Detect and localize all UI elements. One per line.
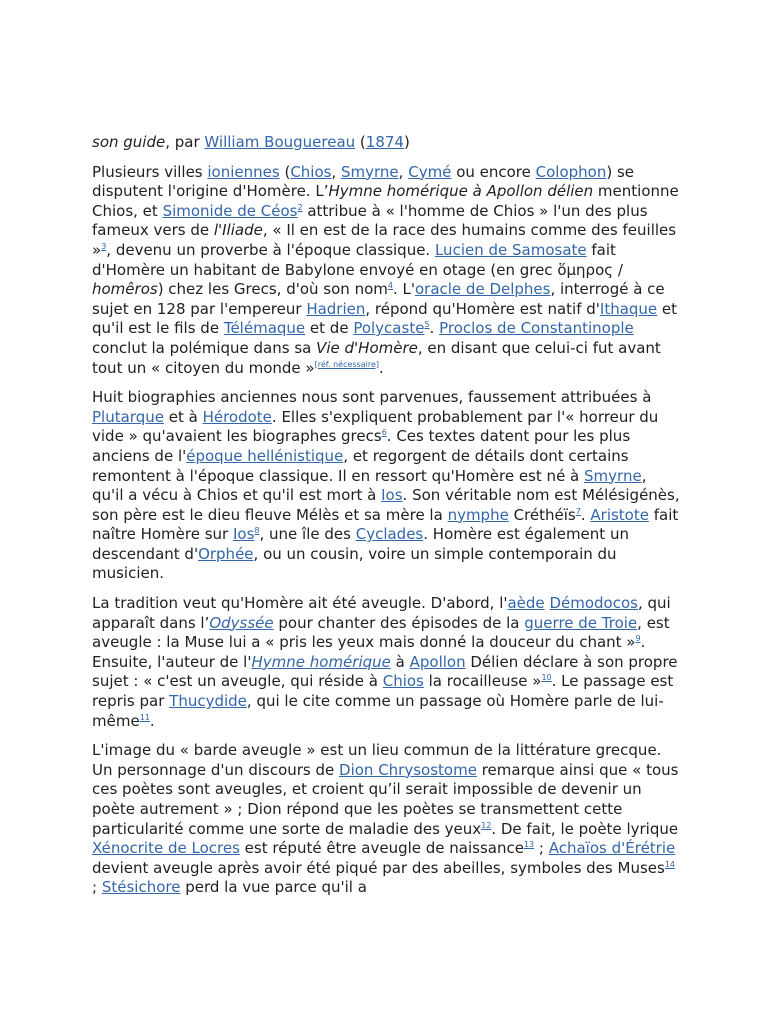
text-run: ( bbox=[279, 162, 291, 181]
text-run: et qu'il est le fils de bbox=[92, 299, 678, 338]
text-run: , interrogé à ce sujet en 128 par l'empereur bbox=[92, 280, 665, 318]
link-smyrne[interactable]: Smyrne bbox=[341, 162, 399, 181]
text-run: attribue à « l'homme de Chios » l'un des plus fameux vers de bbox=[92, 201, 648, 240]
text-run: L'image du « barde aveugle » est un lieu commun de la littérature grecque. Un personnage d'un discours de bbox=[92, 741, 662, 779]
italic-text: homêros bbox=[92, 280, 158, 299]
link-ios[interactable]: Ios bbox=[381, 486, 403, 505]
link-telemaque[interactable]: Télémaque bbox=[223, 319, 306, 338]
link-thucydide[interactable]: Thucydide bbox=[169, 692, 247, 711]
caption-text: , par bbox=[165, 133, 205, 151]
link-smyrne[interactable]: Smyrne bbox=[584, 466, 642, 485]
text-run: , ou un cousin, voire un simple contemporain du musicien. bbox=[92, 544, 617, 583]
footnote-ref bbox=[541, 673, 551, 682]
text-run: est réputé être aveugle de naissance bbox=[239, 839, 524, 858]
footnote-link[interactable]: 2 bbox=[297, 202, 303, 212]
footnote-link[interactable]: 13 bbox=[523, 840, 535, 850]
text-run: et à bbox=[163, 407, 203, 426]
link-oracle-de-delphes[interactable]: oracle de Delphes bbox=[414, 280, 551, 299]
footnote-link[interactable]: 12 bbox=[481, 820, 492, 830]
text-run: Huit biographies anciennes nous sont parvenues, faussement attribuées à bbox=[92, 388, 652, 407]
footnote-link[interactable]: 14 bbox=[664, 859, 676, 869]
link-herodote[interactable]: Hérodote bbox=[202, 407, 272, 426]
text-run: ; bbox=[534, 839, 549, 858]
link-colophon[interactable]: Colophon bbox=[535, 162, 607, 181]
text-run: . bbox=[429, 319, 440, 338]
link-xenocrite-de-locres[interactable]: Xénocrite de Locres bbox=[92, 839, 240, 858]
link-polycaste[interactable]: Polycaste bbox=[353, 319, 425, 338]
footnote-link[interactable]: 7 bbox=[575, 506, 581, 516]
text-run: . Ces textes datent pour les plus anciens de l' bbox=[92, 427, 631, 465]
text-run: remarque ainsi que « tous ces poètes sont aveugles, et croient qu’il serait impossible de devenir un poète autrement » ; Dion répond que les poètes se transmettent cette particularité comme une sorte de maladie des yeux bbox=[92, 760, 679, 838]
link-ioniennes[interactable]: ioniennes bbox=[207, 162, 280, 181]
text-run: , est aveugle : la Muse lui a « pris les yeux mais donné la douceur du chant » bbox=[92, 613, 670, 652]
footnote-ref bbox=[481, 821, 491, 830]
text-run: la rocailleuse » bbox=[423, 672, 542, 691]
text-run: , et regorgent de détails dont certains remontent à l'époque classique. Il en ressort qu'Homère est né à bbox=[92, 446, 629, 485]
paragraph-blind-bard bbox=[92, 741, 682, 898]
text-run: . Homère est également un descendant d' bbox=[92, 525, 629, 563]
italic-text: Hymne homérique à Apollon délien bbox=[328, 182, 594, 201]
footnote-ref bbox=[315, 360, 379, 369]
text-run: . L' bbox=[392, 280, 415, 299]
link-cyclades[interactable]: Cyclades bbox=[355, 525, 424, 544]
text-run: mentionne Chios, et bbox=[92, 182, 679, 220]
text-run: , en disant que celui-ci fut avant tout un « citoyen du monde » bbox=[92, 338, 661, 377]
link-simonide-de-ceos[interactable]: Simonide de Céos bbox=[162, 201, 298, 220]
text-run: . Le passage est repris par bbox=[92, 672, 674, 711]
text-run: et de bbox=[305, 319, 354, 338]
link-achaios-d-eretrie[interactable]: Achaïos d'Érétrie bbox=[548, 839, 676, 858]
link-cyme[interactable]: Cymé bbox=[408, 162, 452, 181]
text-run: ; bbox=[92, 878, 102, 897]
link-guerre-de-troie[interactable]: guerre de Troie bbox=[524, 613, 638, 632]
text-run: Créthéïs bbox=[508, 505, 576, 524]
footnote-link[interactable]: 4 bbox=[387, 281, 393, 291]
link-epoque-hellenistique[interactable]: époque hellénistique bbox=[186, 446, 344, 465]
text-run: , devenu un proverbe à l'époque classique. bbox=[106, 240, 435, 259]
text-run: ) se disputent l'origine d'Homère. L’ bbox=[92, 162, 635, 201]
text-run: pour chanter des épisodes de la bbox=[273, 613, 525, 632]
text-run: , qu'il a vécu à Chios et qu'il est mort à bbox=[92, 466, 647, 505]
text-run: , qui apparaît dans l’ bbox=[92, 594, 671, 632]
link-apollon[interactable]: Apollon bbox=[409, 652, 466, 671]
footnote-link[interactable]: 8 bbox=[254, 526, 260, 536]
text-run: ) chez les Grecs, d'où son nom bbox=[157, 280, 388, 299]
text-run: La tradition veut qu'Homère ait été aveugle. D'abord, l' bbox=[92, 594, 508, 613]
link-nymphe[interactable]: nymphe bbox=[447, 505, 509, 524]
text-run: à bbox=[390, 652, 410, 671]
link-stesichore[interactable]: Stésichore bbox=[101, 878, 181, 897]
footnote-link[interactable]: 5 bbox=[424, 320, 430, 330]
link-aristote[interactable]: Aristote bbox=[590, 505, 649, 524]
text-run: devient aveugle après avoir été piqué par des abeilles, symboles des Muses bbox=[92, 858, 665, 877]
footnote-ref bbox=[524, 840, 534, 849]
text-run: , bbox=[331, 162, 342, 181]
text-run: perd la vue parce qu'il a bbox=[180, 878, 367, 897]
text-run: . bbox=[149, 711, 155, 730]
text-run: Plusieurs villes bbox=[92, 162, 208, 181]
text-run: ou encore bbox=[451, 162, 536, 181]
link-hymne-homerique[interactable]: Hymne homérique bbox=[251, 652, 391, 671]
footnote-ref bbox=[665, 860, 675, 869]
text-run: Délien déclare à son propre sujet : « c'est un aveugle, qui réside à bbox=[92, 652, 678, 691]
text-run: conclut la polémique dans sa bbox=[92, 338, 317, 357]
text-run: , bbox=[398, 162, 409, 181]
caption-text: ) bbox=[403, 133, 410, 151]
link-proclos-de-constantinople[interactable]: Proclos de Constantinople bbox=[439, 319, 634, 338]
text-run: . Son véritable nom est Mélésigénès, son père est le dieu fleuve Mélès et sa mère la bbox=[92, 486, 680, 524]
paragraph-origins bbox=[92, 163, 682, 379]
link-ithaque[interactable]: Ithaque bbox=[599, 299, 658, 318]
caption-italic: son guide bbox=[92, 133, 166, 151]
link-dion-chrysostome[interactable]: Dion Chrysostome bbox=[339, 760, 477, 779]
text-run: . Elles s'expliquent probablement par l'« horreur du vide » qu'avaient les biographes grecs bbox=[92, 407, 659, 446]
link-year[interactable]: 1874 bbox=[365, 133, 404, 151]
paragraph-biographies bbox=[92, 388, 682, 584]
footnote-link[interactable]: [réf. nécessaire] bbox=[314, 359, 379, 369]
italic-text: l'Iliade bbox=[213, 221, 263, 240]
footnote-link[interactable]: 11 bbox=[139, 712, 150, 722]
footnote-link[interactable]: 10 bbox=[541, 673, 552, 683]
text-run: . Ensuite, l'auteur de l' bbox=[92, 633, 646, 671]
text-run: , qui le cite comme un passage où Homère parle de lui-même bbox=[92, 692, 664, 730]
link-painter[interactable]: William Bouguereau bbox=[204, 133, 356, 151]
link-demodocos[interactable]: Démodocos bbox=[549, 594, 638, 613]
text-run: . bbox=[580, 505, 591, 524]
caption-text: ( bbox=[355, 133, 366, 151]
paragraph-blindness bbox=[92, 594, 682, 731]
text-run: , répond qu'Homère est natif d' bbox=[365, 299, 600, 318]
text-run: . De fait, le poète lyrique bbox=[491, 819, 679, 838]
link-odyssee[interactable]: Odyssée bbox=[209, 613, 274, 632]
text-run: , une île des bbox=[259, 525, 356, 544]
text-run: . bbox=[379, 358, 384, 377]
italic-text: Vie d'Homère bbox=[316, 338, 418, 357]
image-caption bbox=[92, 133, 682, 153]
link-lucien-de-samosate[interactable]: Lucien de Samosate bbox=[434, 240, 587, 259]
link-chios[interactable]: Chios bbox=[382, 672, 424, 691]
link-chios[interactable]: Chios bbox=[290, 162, 332, 181]
text-run: fait d'Homère un habitant de Babylone envoyé en otage (en grec ὅμηρος / bbox=[92, 240, 623, 279]
footnote-link[interactable]: 6 bbox=[381, 428, 387, 438]
footnote-ref bbox=[140, 713, 150, 722]
text-run: fait naître Homère sur bbox=[92, 505, 679, 544]
footnote-link[interactable]: 3 bbox=[101, 241, 107, 251]
link-aede[interactable]: aède bbox=[507, 594, 545, 613]
footnote-link[interactable]: 9 bbox=[635, 634, 641, 644]
link-hadrien[interactable]: Hadrien bbox=[306, 299, 366, 318]
link-ios[interactable]: Ios bbox=[232, 525, 255, 544]
article-body bbox=[92, 133, 682, 908]
link-plutarque[interactable]: Plutarque bbox=[92, 407, 164, 426]
text-run: , « Il en est de la race des humains comme des feuilles » bbox=[92, 221, 677, 259]
link-orphee[interactable]: Orphée bbox=[198, 544, 254, 563]
